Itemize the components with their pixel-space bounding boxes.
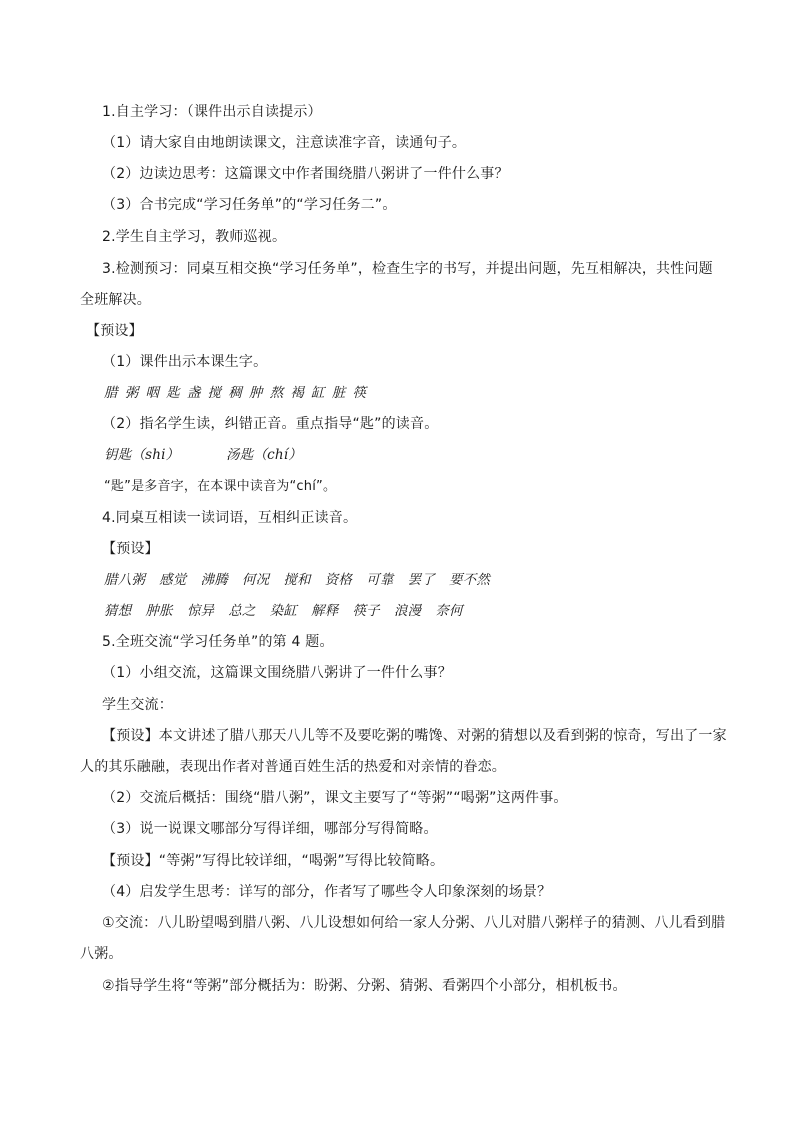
generalization-step: （2）交流后概括：围绕“腊八粥”，课文主要写了“等粥”“喝粥”这两件事。 — [102, 790, 568, 806]
preset-label-2: 【预设】 — [102, 541, 159, 557]
vocab-word: 资格 — [324, 572, 353, 588]
vocab-word: 解释 — [311, 603, 339, 619]
pronunciation-guidance: （2）指名学生读，纠错正音。重点指导“匙”的读音。 — [102, 416, 439, 432]
section-2-heading: 2.学生自主学习，教师巡视。 — [102, 229, 287, 245]
new-characters-row — [104, 383, 373, 403]
vocab-word: 筷子 — [352, 603, 380, 619]
vocab-word: 腊八粥 — [104, 572, 146, 588]
character-item: 稠 — [228, 385, 242, 401]
character-item: 熬 — [269, 385, 284, 401]
exchange-point-1: ①交流：八儿盼望喝到腊八粥、八儿设想如何给一家人分粥、八儿对腊八粥样子的猜测、八儿看到腊 — [102, 915, 726, 931]
vocab-word: 总之 — [228, 603, 256, 619]
preset-summary-continuation: 人的其乐融融，表现出作者对普通百姓生活的热爱和对亲情的眷恋。 — [80, 759, 506, 775]
vocab-word: 罢了 — [407, 572, 435, 588]
vocab-word: 肿胀 — [145, 603, 173, 619]
vocab-word: 搅和 — [283, 572, 311, 588]
character-item: 粥 — [124, 385, 139, 401]
pronunciation-example-1: 钥匙（shi） — [104, 447, 180, 463]
character-item: 筷 — [352, 385, 367, 401]
character-item: 脏 — [331, 385, 346, 401]
vocab-word: 惊异 — [186, 603, 215, 619]
preset-label-1: 【预设】 — [86, 323, 143, 339]
instruction-1: （1）请大家自由地朗读课文，注意读准字音，读通句子。 — [102, 135, 467, 151]
pronunciation-example-2: 汤匙（chí） — [226, 447, 302, 463]
character-item: 褐 — [290, 385, 305, 401]
vocab-word: 何况 — [241, 572, 270, 588]
preset-summary: 【预设】本文讲述了腊八那天八儿等不及要吃粥的嘴馋、对粥的猜想以及看到粥的惊奇，写出了一家 — [102, 728, 727, 744]
character-item: 腊 — [104, 385, 118, 401]
section-3-heading: 3.检测预习：同桌互相交换“学习任务单”，检查生字的书写，并提出问题，先互相解决，共性问题 — [102, 261, 713, 277]
character-item: 咽 — [145, 385, 160, 401]
detail-vs-brief-question: （3）说一说课文哪部分写得详细，哪部分写得简略。 — [102, 821, 438, 837]
vocab-word: 浪漫 — [393, 603, 422, 619]
group-discussion-question: （1）小组交流，这篇课文围绕腊八粥讲了一件什么事？ — [102, 665, 452, 681]
vocab-word: 感觉 — [159, 572, 187, 588]
character-item: 匙 — [166, 385, 180, 401]
guidance-point-2: ②指导学生将“等粥”部分概括为：盼粥、分粥、猜粥、看粥四个小部分，相机板书。 — [102, 978, 627, 994]
exchange-point-1-continuation: 八粥。 — [80, 946, 123, 962]
inspiration-question: （4）启发学生思考：详写的部分，作者写了哪些令人印象深刻的场景？ — [102, 884, 552, 900]
vocab-word: 染缸 — [269, 603, 298, 619]
section-1-heading: 1.自主学习：（课件出示自读提示） — [102, 104, 322, 120]
section-4-heading: 4.同桌互相读一读词语，互相纠正读音。 — [102, 510, 358, 526]
courseware-new-characters: （1）课件出示本课生字。 — [102, 354, 268, 370]
student-exchange-label: 学生交流： — [102, 697, 173, 713]
character-item: 盏 — [186, 385, 201, 401]
preset-detail-answer: 【预设】“等粥”写得比较详细，“喝粥”写得比较简略。 — [102, 853, 445, 869]
instruction-2: （2）边读边思考：这篇课文中作者围绕腊八粥讲了一件什么事？ — [102, 166, 509, 182]
section-5-heading: 5.全班交流“学习任务单”的第 4 题。 — [102, 634, 334, 650]
section-3-continuation: 全班解决。 — [80, 292, 151, 308]
vocab-word: 猜想 — [104, 603, 132, 619]
vocab-word: 可靠 — [366, 572, 394, 588]
vocab-word: 沸腾 — [200, 572, 228, 588]
character-item: 肿 — [248, 385, 263, 401]
instruction-3: （3）合书完成“学习任务单”的“学习任务二”。 — [102, 197, 397, 213]
character-item: 缸 — [311, 385, 325, 401]
vocabulary-row-1 — [104, 570, 504, 590]
character-item: 搅 — [207, 385, 222, 401]
polyphone-note: “匙”是多音字，在本课中读音为“chí”。 — [104, 479, 337, 494]
vocabulary-row-2 — [104, 601, 477, 621]
vocab-word: 奈何 — [435, 603, 463, 619]
vocab-word: 要不然 — [448, 572, 491, 588]
